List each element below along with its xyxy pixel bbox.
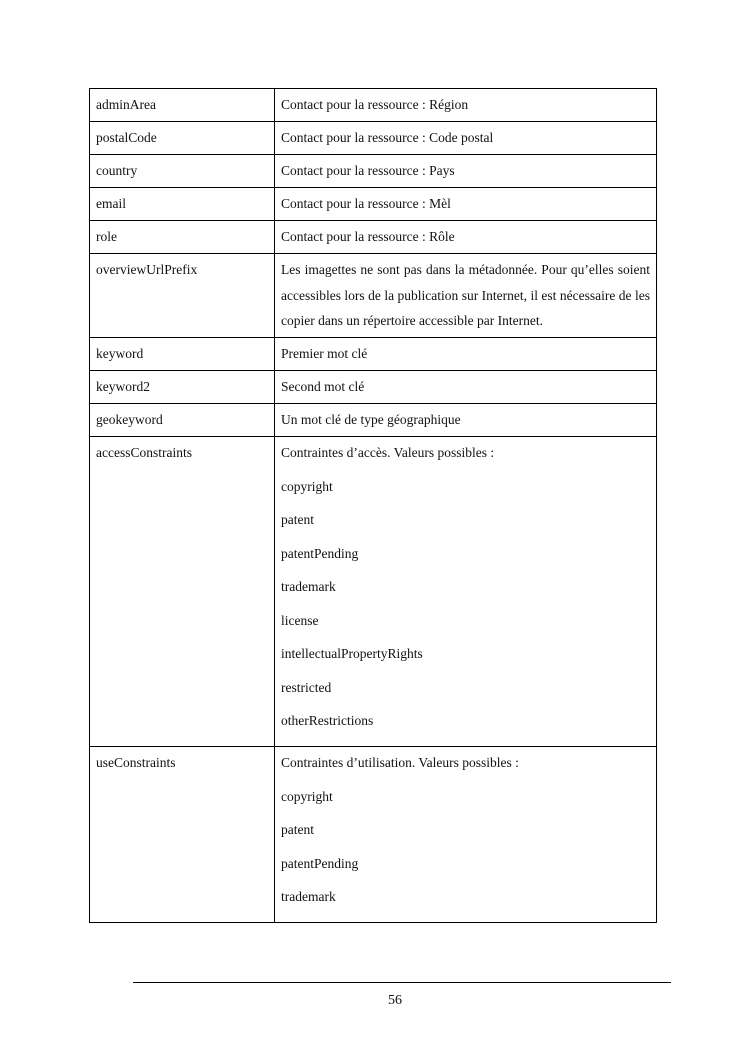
value-item: trademark: [281, 889, 336, 904]
value-item: restricted: [281, 679, 332, 695]
field-description: [275, 746, 657, 922]
value-item: license: [281, 612, 319, 628]
field-name: role: [90, 221, 275, 254]
field-description: Contact pour la ressource : Mèl: [275, 188, 657, 221]
table-row: [90, 403, 657, 436]
field-name: postalCode: [90, 122, 275, 155]
field-description: Les imagettes ne sont pas dans la métadonnée. Pour qu’elles soient accessibles lors de la publication sur Internet, il est nécessaire de les copier dans un répertoire accessible par Internet.: [275, 254, 657, 338]
field-description: Premier mot clé: [275, 337, 657, 370]
value-item: patent: [281, 512, 314, 527]
field-name: keyword: [90, 337, 275, 370]
table-row: [90, 188, 657, 221]
value-item: copyright: [281, 478, 333, 494]
field-description: Un mot clé de type géographique: [275, 403, 657, 436]
value-item: intellectualPropertyRights: [281, 646, 423, 661]
field-description: Contact pour la ressource : Pays: [275, 155, 657, 188]
field-description: Contact pour la ressource : Région: [275, 89, 657, 122]
table-row: [90, 155, 657, 188]
value-item: patentPending: [281, 855, 359, 871]
value-list-intro: Contraintes d’accès. Valeurs possibles :: [281, 444, 495, 460]
value-item: patent: [281, 822, 314, 837]
table-row: [90, 436, 657, 746]
table-row: [90, 122, 657, 155]
table-row: [90, 221, 657, 254]
field-description: [275, 436, 657, 746]
value-item: otherRestrictions: [281, 713, 374, 728]
value-list: [281, 445, 650, 738]
table-row: [90, 254, 657, 338]
value-list: [281, 755, 650, 914]
footer-rule: [133, 982, 671, 983]
value-list-intro: Contraintes d’utilisation. Valeurs possibles :: [281, 754, 519, 770]
field-name: email: [90, 188, 275, 221]
field-name: useConstraints: [90, 746, 275, 922]
field-description: Second mot clé: [275, 370, 657, 403]
field-name: adminArea: [90, 89, 275, 122]
field-name: geokeyword: [90, 403, 275, 436]
page-number: 56: [388, 993, 402, 1008]
table-row: [90, 337, 657, 370]
field-name: accessConstraints: [90, 436, 275, 746]
field-name: country: [90, 155, 275, 188]
value-item: copyright: [281, 788, 333, 804]
table-row: [90, 89, 657, 122]
metadata-table: [89, 88, 657, 923]
value-item: trademark: [281, 579, 336, 594]
field-name: keyword2: [90, 370, 275, 403]
table-row: [90, 746, 657, 922]
field-name: overviewUrlPrefix: [90, 254, 275, 338]
table-row: [90, 370, 657, 403]
value-item: patentPending: [281, 545, 359, 561]
field-description: Contact pour la ressource : Rôle: [275, 221, 657, 254]
field-description: Contact pour la ressource : Code postal: [275, 122, 657, 155]
